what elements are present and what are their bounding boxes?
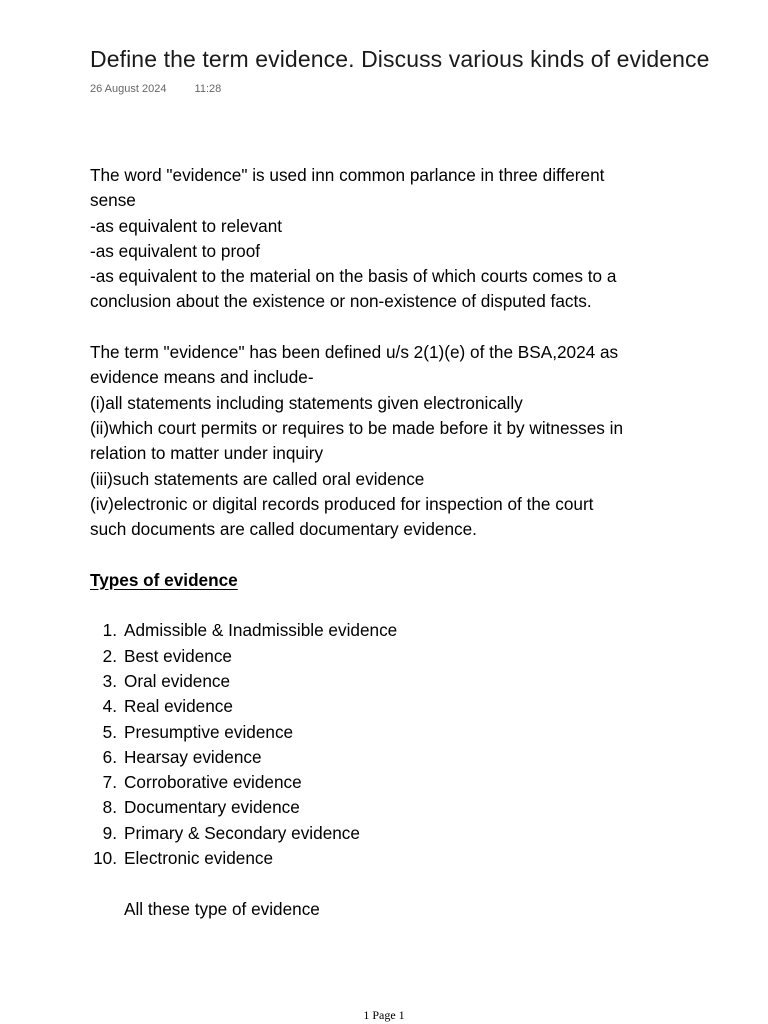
list-item-number: 6. xyxy=(102,746,117,767)
paragraph-line: (iv)electronic or digital records produced for inspection of the court xyxy=(90,493,594,514)
list-item-number: 1. xyxy=(102,620,117,641)
list-item xyxy=(90,644,690,669)
list-item-number: 4. xyxy=(102,696,117,717)
list-item xyxy=(90,846,690,871)
note-time: 11:28 xyxy=(194,83,222,95)
paragraph-line: conclusion about the existence or non-existence of disputed facts. xyxy=(90,291,592,312)
types-list xyxy=(90,618,690,871)
list-item xyxy=(90,669,690,694)
list-item-number: 10. xyxy=(93,848,117,869)
paragraph-line: -as equivalent to relevant xyxy=(90,215,283,236)
types-heading: Types of evidence xyxy=(90,569,238,590)
paragraph-line: -as equivalent to proof xyxy=(90,240,261,261)
paragraph-spacer xyxy=(90,593,690,618)
list-item-number: 8. xyxy=(102,797,117,818)
paragraph-line: The word "evidence" is used inn common parlance in three different xyxy=(90,165,605,185)
paragraph-line: (ii)which court permits or requires to be made before it by witnesses in xyxy=(90,417,624,438)
list-item-text: Primary & Secondary evidence xyxy=(124,822,360,843)
list-item-number: 2. xyxy=(102,645,117,666)
paragraph-line: relation to matter under inquiry xyxy=(90,443,324,464)
list-item xyxy=(90,795,690,820)
paragraph-definition xyxy=(90,340,690,542)
list-item-number: 9. xyxy=(102,822,117,843)
list-item-text: Oral evidence xyxy=(124,670,231,691)
list-item xyxy=(90,720,690,745)
paragraph-line: The term "evidence" has been defined u/s 2(1)(e) of the BSA,2024 as xyxy=(90,342,619,363)
list-item-text: Presumptive evidence xyxy=(124,721,294,742)
page-number-footer: 1 Page 1 xyxy=(363,1008,405,1022)
list-item xyxy=(90,694,690,719)
list-item xyxy=(90,745,690,770)
paragraph-spacer xyxy=(90,871,690,896)
note-body xyxy=(90,163,690,922)
list-item-text: Corroborative evidence xyxy=(124,772,302,793)
closing-line: All these type of evidence xyxy=(124,898,320,919)
list-item-text: Admissible & Inadmissible evidence xyxy=(124,620,398,641)
list-item xyxy=(90,618,690,643)
paragraph-line: (iii)such statements are called oral evidence xyxy=(90,468,425,489)
list-item-text: Hearsay evidence xyxy=(124,746,262,767)
paragraph-line: sense xyxy=(90,190,136,211)
list-item-number: 5. xyxy=(102,721,117,742)
paragraph-spacer xyxy=(90,315,690,340)
list-item-number: 3. xyxy=(102,670,117,691)
list-item-text: Documentary evidence xyxy=(124,797,300,818)
list-item xyxy=(90,770,690,795)
paragraph-meaning xyxy=(90,163,690,315)
list-item xyxy=(90,821,690,846)
list-item-number: 7. xyxy=(102,772,117,793)
paragraph-line: such documents are called documentary evidence. xyxy=(90,519,477,540)
list-item-text: Best evidence xyxy=(124,645,232,666)
note-metadata xyxy=(90,83,221,95)
list-item-text: Electronic evidence xyxy=(124,848,274,869)
paragraph-spacer xyxy=(90,542,690,567)
list-item-text: Real evidence xyxy=(124,696,233,717)
page-title: Define the term evidence. Discuss various kinds of evidence xyxy=(90,46,710,72)
paragraph-line: -as equivalent to the material on the basis of which courts comes to a xyxy=(90,266,617,287)
paragraph-line: (i)all statements including statements given electronically xyxy=(90,392,523,413)
note-date: 26 August 2024 xyxy=(90,83,167,95)
paragraph-line: evidence means and include- xyxy=(90,367,314,388)
